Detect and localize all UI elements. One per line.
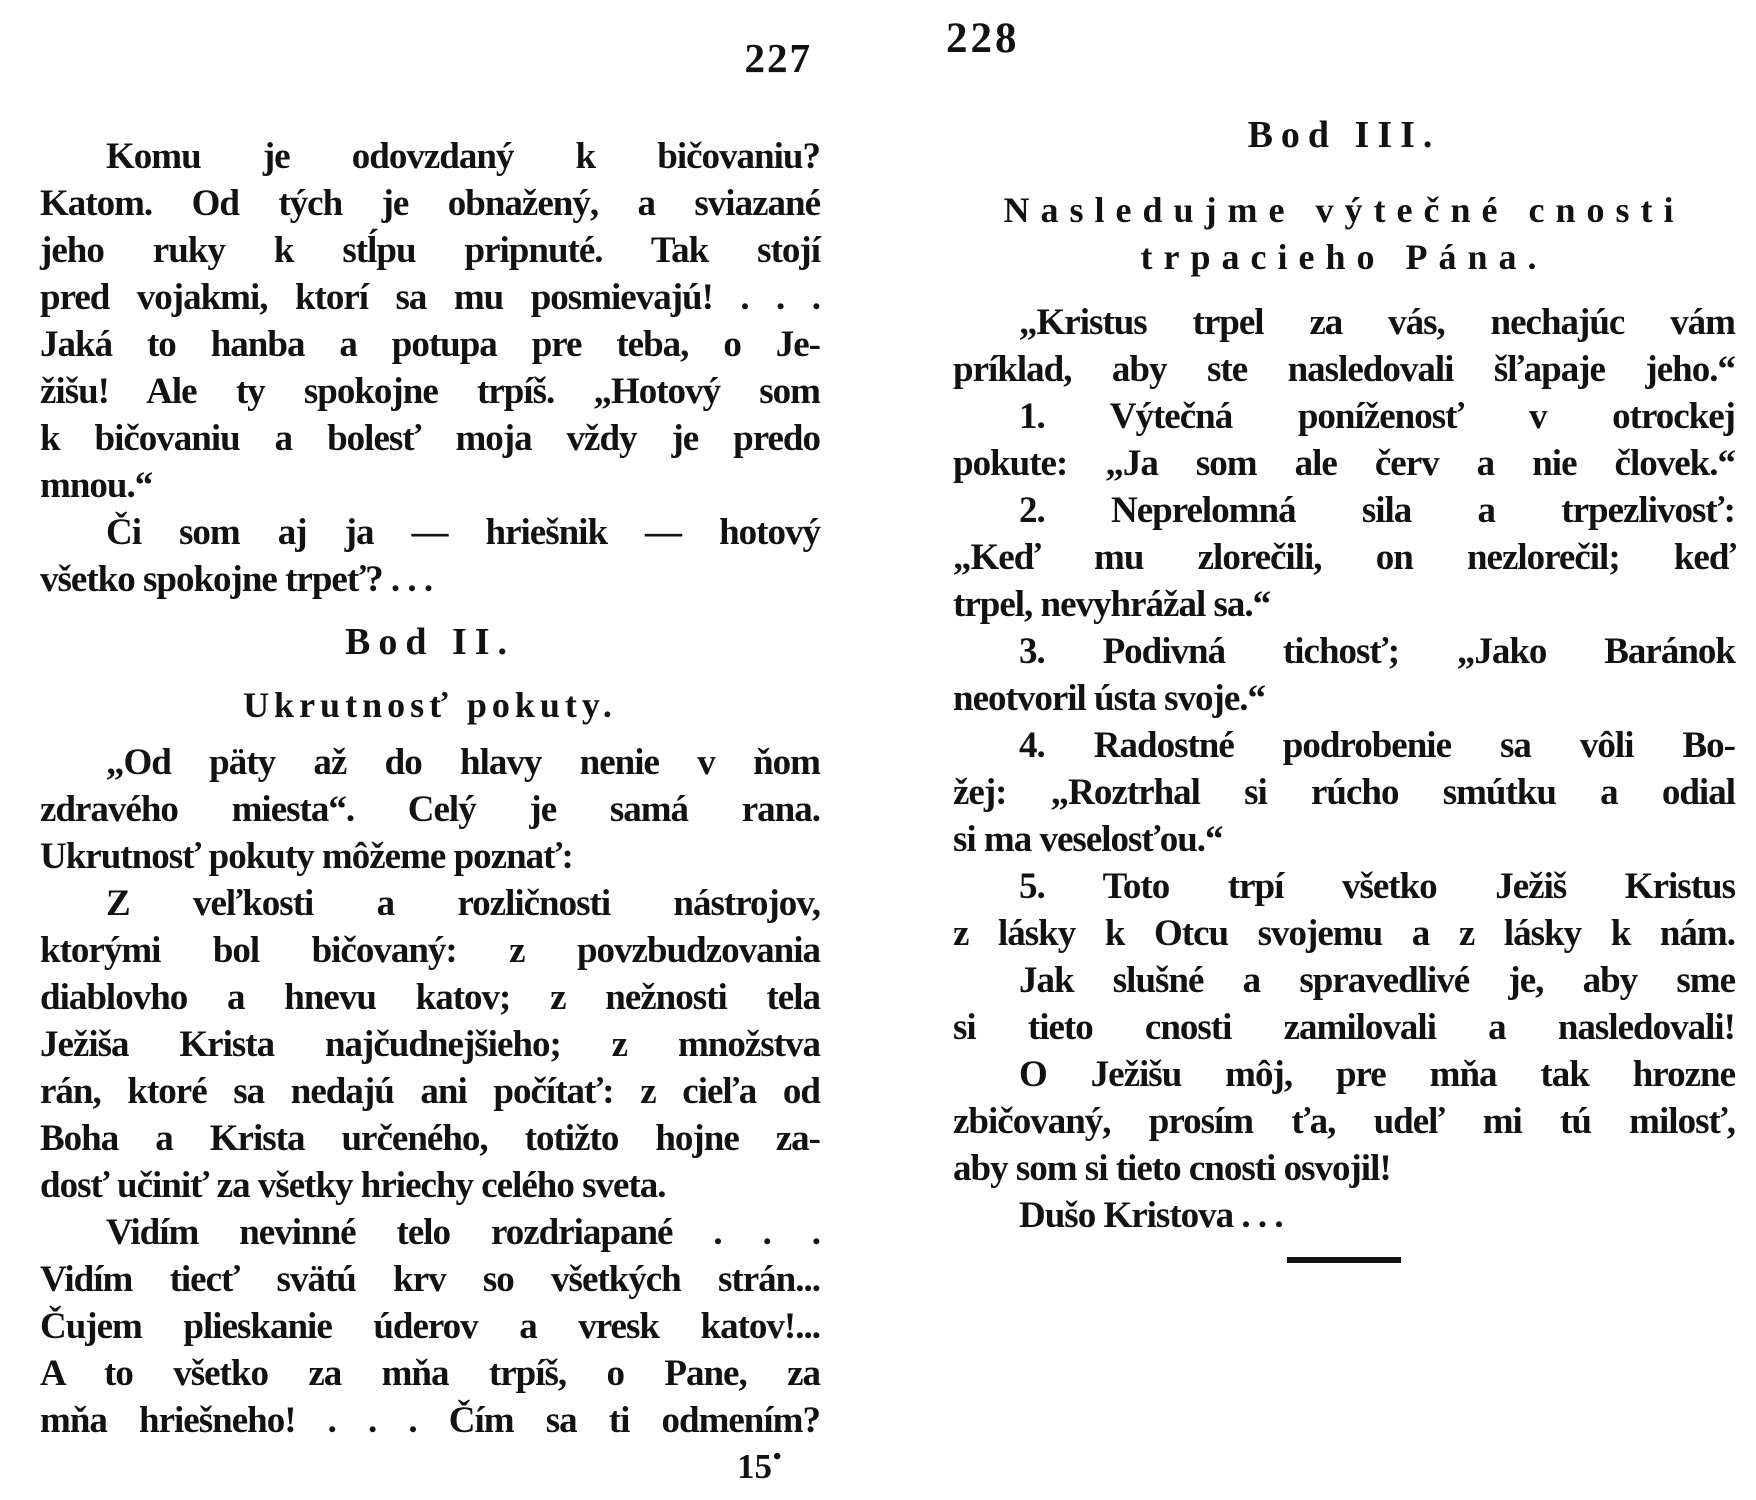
text-line: diablovho a hnevu katov; z nežnosti tela xyxy=(40,977,820,1018)
paragraph xyxy=(40,133,820,509)
text-line: mňa hriešneho! . . . Čím sa ti odmením? xyxy=(40,1400,820,1441)
paragraph xyxy=(40,509,820,603)
text-line: neotvoril ústa svoje.“ xyxy=(953,678,1265,719)
section-subheading: Ukrutnosť pokuty. xyxy=(243,685,617,725)
signature-mark xyxy=(737,1444,781,1487)
text-line: 3. Podivná tichosť; „Jako Baránok xyxy=(1019,631,1735,672)
text-line: trpel, nevyhrážal sa.“ xyxy=(953,584,1271,625)
text-line: 4. Radostné podrobenie sa vôli Bo- xyxy=(1019,725,1735,766)
text-line: jeho ruky k stĺpu pripnuté. Tak stojí xyxy=(40,230,820,271)
text-line: z lásky k Otcu svojemu a z lásky k nám. xyxy=(953,913,1735,954)
text-line: dosť učiniť za všetky hriechy celého sveta. xyxy=(40,1165,666,1206)
bod-heading: Bod III. xyxy=(1247,114,1441,156)
text-line: mnou.“ xyxy=(40,465,153,506)
text-line: Boha a Krista určeného, totižto hojne za- xyxy=(40,1118,820,1159)
text-line: všetko spokojne trpeť? . . . xyxy=(40,559,433,600)
heading-line: Nasledujme výtečné cnosti xyxy=(1003,190,1685,230)
text-line: aby som si tieto cnosti osvojil! xyxy=(953,1148,1391,1189)
text-line: Komu je odovzdaný k bičovaniu? xyxy=(106,136,820,177)
page-left xyxy=(40,133,820,1444)
text-line: Dušo Kristova . . . xyxy=(1019,1195,1283,1236)
signature-mark-number: 15 xyxy=(737,1447,772,1486)
text-line: zdravého miesta“. Celý je samá rana. xyxy=(40,789,820,830)
text-line: pred vojakmi, ktorí sa mu posmievajú! . . . xyxy=(40,277,820,318)
text-line: O Ježišu môj, pre mňa tak hrozne xyxy=(1019,1054,1735,1095)
text-line: 2. Neprelomná sila a trpezlivosť: xyxy=(1019,490,1735,531)
text-line: Ukrutnosť pokuty môžeme poznať: xyxy=(40,836,573,877)
text-line: zbičovaný, prosím ťa, udeľ mi tú milosť, xyxy=(953,1101,1735,1142)
text-line: ktorými bol bičovaný: z povzbudzovania xyxy=(40,930,820,971)
page-number-right: 228 xyxy=(946,15,1020,62)
paragraph xyxy=(953,1051,1735,1192)
text-line: 1. Výtečná poníženosť v otrockej xyxy=(1019,396,1735,437)
heading-line: trpacieho Pána. xyxy=(1140,237,1548,277)
paragraph xyxy=(953,299,1735,393)
text-line: 5. Toto trpí všetko Ježiš Kristus xyxy=(1019,866,1735,907)
section-subheading xyxy=(953,187,1735,281)
text-line: Čujem plieskanie úderov a vresk katov!... xyxy=(40,1306,820,1347)
text-line: A to všetko za mňa trpíš, o Pane, za xyxy=(40,1353,820,1394)
text-line: príklad, aby ste nasledovali šľapaje jeho.“ xyxy=(953,349,1735,390)
paragraph xyxy=(953,957,1735,1051)
text-line: Z veľkosti a rozličnosti nástrojov, xyxy=(106,883,820,924)
text-line: Vidím nevinné telo rozdriapané . . . xyxy=(106,1212,820,1253)
text-line: rán, ktoré sa nedajú ani počítať: z cieľa od xyxy=(40,1071,820,1112)
text-line: si tieto cnosti zamilovali a nasledovali! xyxy=(953,1007,1735,1048)
paragraph xyxy=(40,880,820,1209)
text-line: „Kristus trpel za vás, nechajúc vám xyxy=(1019,302,1735,343)
text-line: Katom. Od tých je obnažený, a sviazané xyxy=(40,183,820,224)
text-line: Jak slušné a spravedlivé je, aby sme xyxy=(1019,960,1735,1001)
section-divider xyxy=(1287,1257,1401,1263)
text-line: k bičovaniu a bolesť moja vždy je predo xyxy=(40,418,820,459)
text-line: Vidím tiecť svätú krv so všetkých strán... xyxy=(40,1259,820,1300)
page-right xyxy=(953,112,1735,1263)
paragraph xyxy=(953,393,1735,487)
paragraph xyxy=(40,1209,820,1444)
paragraph xyxy=(953,722,1735,863)
text-line: „Keď mu zlorečili, on nezlorečil; keď xyxy=(953,537,1735,578)
paragraph xyxy=(953,863,1735,957)
paragraph xyxy=(40,739,820,880)
text-line: žišu! Ale ty spokojne trpíš. „Hotový som xyxy=(40,371,820,412)
paragraph xyxy=(953,1192,1735,1239)
text-line: Či som aj ja — hriešnik — hotový xyxy=(106,512,820,553)
text-line: Ježiša Krista najčudnejšieho; z množstva xyxy=(40,1024,820,1065)
text-line: pokute: „Ja som ale červ a nie človek.“ xyxy=(953,443,1735,484)
paragraph xyxy=(953,628,1735,722)
text-line: „Od päty až do hlavy nenie v ňom xyxy=(106,742,820,783)
text-line: žej: „Roztrhal si rúcho smútku a odial xyxy=(953,772,1735,813)
text-line: si ma veselosťou.“ xyxy=(953,819,1223,860)
bod-heading: Bod II. xyxy=(344,621,516,663)
page-number-left: 227 xyxy=(744,35,812,81)
signature-mark-symbol: • xyxy=(773,1444,782,1470)
text-line: Jaká to hanba a potupa pre teba, o Je- xyxy=(40,324,820,365)
paragraph xyxy=(953,487,1735,628)
